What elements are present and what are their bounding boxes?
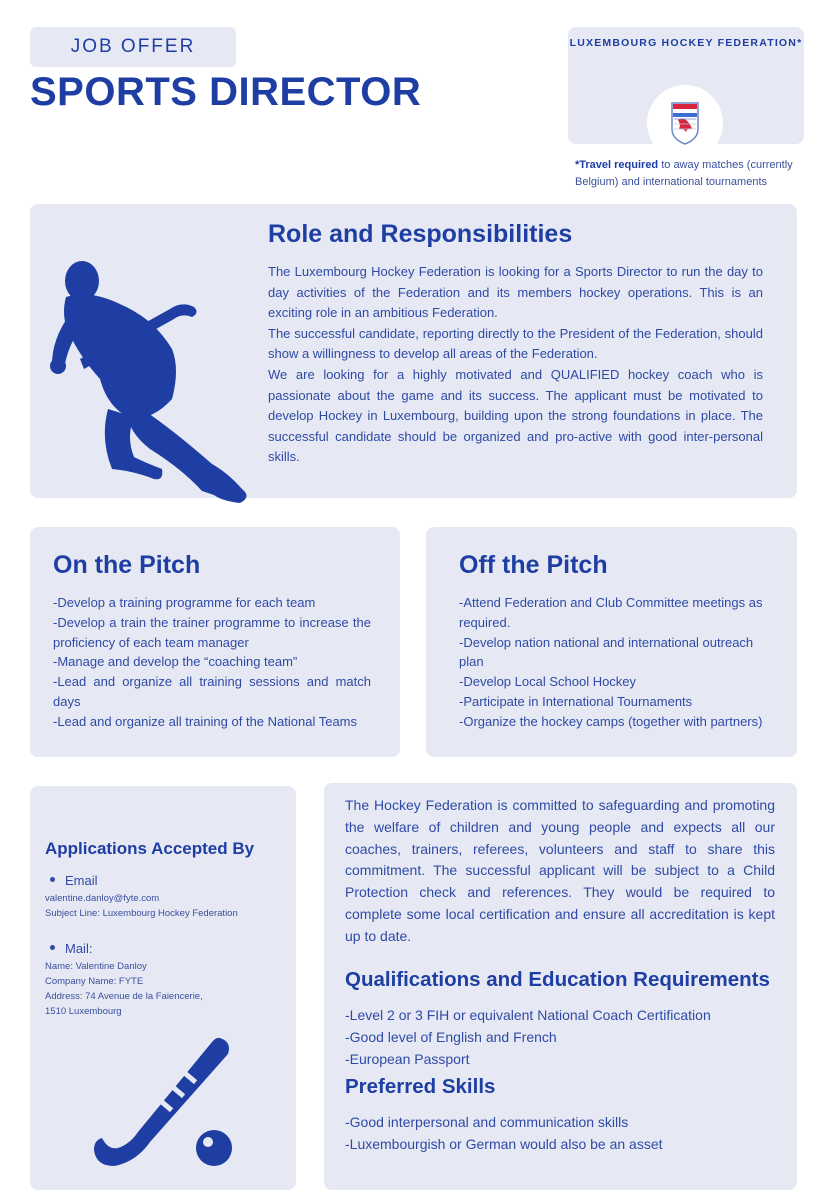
travel-note — [575, 157, 815, 191]
list-item: -Organize the hockey camps (together with partners) — [459, 713, 763, 729]
mail-details — [45, 959, 203, 1019]
off-the-pitch-list — [459, 593, 777, 732]
applications-heading: Applications Accepted By — [45, 839, 255, 858]
email-bullet — [50, 873, 98, 888]
luxembourg-hockey-crest-icon — [647, 85, 723, 161]
bullet-icon — [50, 945, 55, 950]
list-item: -Level 2 or 3 FIH or equivalent National Coach Certification — [345, 1007, 711, 1023]
on-the-pitch-section — [30, 527, 400, 757]
travel-note-bold: *Travel required — [575, 159, 659, 171]
qualifications-heading: Qualifications and Education Requirements — [345, 968, 770, 991]
preferred-skills-heading: Preferred Skills — [345, 1075, 496, 1098]
on-the-pitch-heading: On the Pitch — [53, 551, 201, 579]
role-description — [268, 262, 763, 468]
list-item: -Participate in International Tournaments — [459, 693, 693, 709]
organization-card — [568, 27, 804, 144]
list-item: -Lead and organize all training of the National Teams — [53, 713, 358, 729]
list-item: -Good interpersonal and communication skills — [345, 1114, 629, 1130]
email-address[interactable]: valentine.danloy@fyte.com — [45, 893, 160, 904]
list-item: -Manage and develop the “coaching team” — [53, 654, 298, 670]
email-label: Email — [65, 873, 98, 888]
preferred-skills-list — [345, 1111, 663, 1155]
list-item: -Lead and organize all training sessions and match days — [53, 674, 371, 709]
role-paragraph: The Luxembourg Hockey Federation is looking for a Sports Director to run the day to day activities of the Federation and its members hockey operations. This is an exciting role in an ambitious Federation. — [268, 264, 763, 321]
hockey-player-icon — [42, 259, 257, 504]
list-item: -Develop Local School Hockey — [459, 674, 637, 690]
role-paragraph: The successful candidate, reporting directly to the President of the Federation, should show a willingness to develop all areas of the Federation. — [268, 325, 763, 362]
role-section — [30, 204, 797, 498]
list-item: -Develop a training programme for each team — [53, 595, 316, 610]
mail-city: 1510 Luxembourg — [45, 1006, 122, 1017]
off-the-pitch-heading: Off the Pitch — [459, 551, 608, 579]
email-subject-line: Subject Line: Luxembourg Hockey Federation — [45, 908, 238, 919]
mail-address: Address: 74 Avenue de la Faiencerie, — [45, 991, 203, 1002]
page-title: SPORTS DIRECTOR — [30, 70, 422, 114]
travel-note-text: to away matches (currently Belgium) and international tournaments — [575, 159, 793, 188]
list-item: -Good level of English and French — [345, 1029, 557, 1045]
mail-bullet — [50, 941, 92, 956]
list-item: -Develop nation national and international outreach plan — [459, 634, 754, 670]
bullet-icon — [50, 877, 55, 882]
mail-company: Company Name: FYTE — [45, 976, 144, 987]
organization-name: LUXEMBOURG HOCKEY FEDERATION* — [569, 37, 803, 49]
list-item: -Luxembourgish or German would also be an asset — [345, 1136, 663, 1152]
mail-label: Mail: — [65, 941, 93, 956]
requirements-section — [324, 783, 797, 1190]
hockey-stick-and-ball-icon — [92, 1034, 242, 1174]
email-details — [45, 891, 238, 921]
on-the-pitch-list — [53, 593, 371, 732]
mail-name: Name: Valentine Danloy — [45, 961, 147, 972]
list-item: -Develop a train the trainer programme to increase the proficiency of each team manager — [53, 614, 371, 650]
job-offer-tag: JOB OFFER — [30, 27, 236, 67]
list-item: -European Passport — [345, 1051, 470, 1067]
role-paragraph: We are looking for a highly motivated and QUALIFIED hockey coach who is passionate about the game and its success. The applicant must be motivated to develop Hockey in Luxembourg, building upon the strong foundations in place. The successful candidate should be organized and pro-active with good inter-personal skills. — [268, 366, 763, 465]
applications-section — [30, 786, 296, 1190]
qualifications-list — [345, 1004, 711, 1070]
list-item: -Attend Federation and Club Committee meetings as required. — [459, 595, 763, 630]
safeguarding-statement: The Hockey Federation is committed to safeguarding and promoting the welfare of children and young people and expects all our coaches, trainers, referees, volunteers and staff to share this commitment. The successful applicant will be subject to a Child Protection check and references. They would be required to complete some local certification and ensure all accreditation is kept up to date. — [345, 797, 775, 944]
off-the-pitch-section — [426, 527, 797, 757]
role-heading: Role and Responsibilities — [268, 220, 573, 248]
